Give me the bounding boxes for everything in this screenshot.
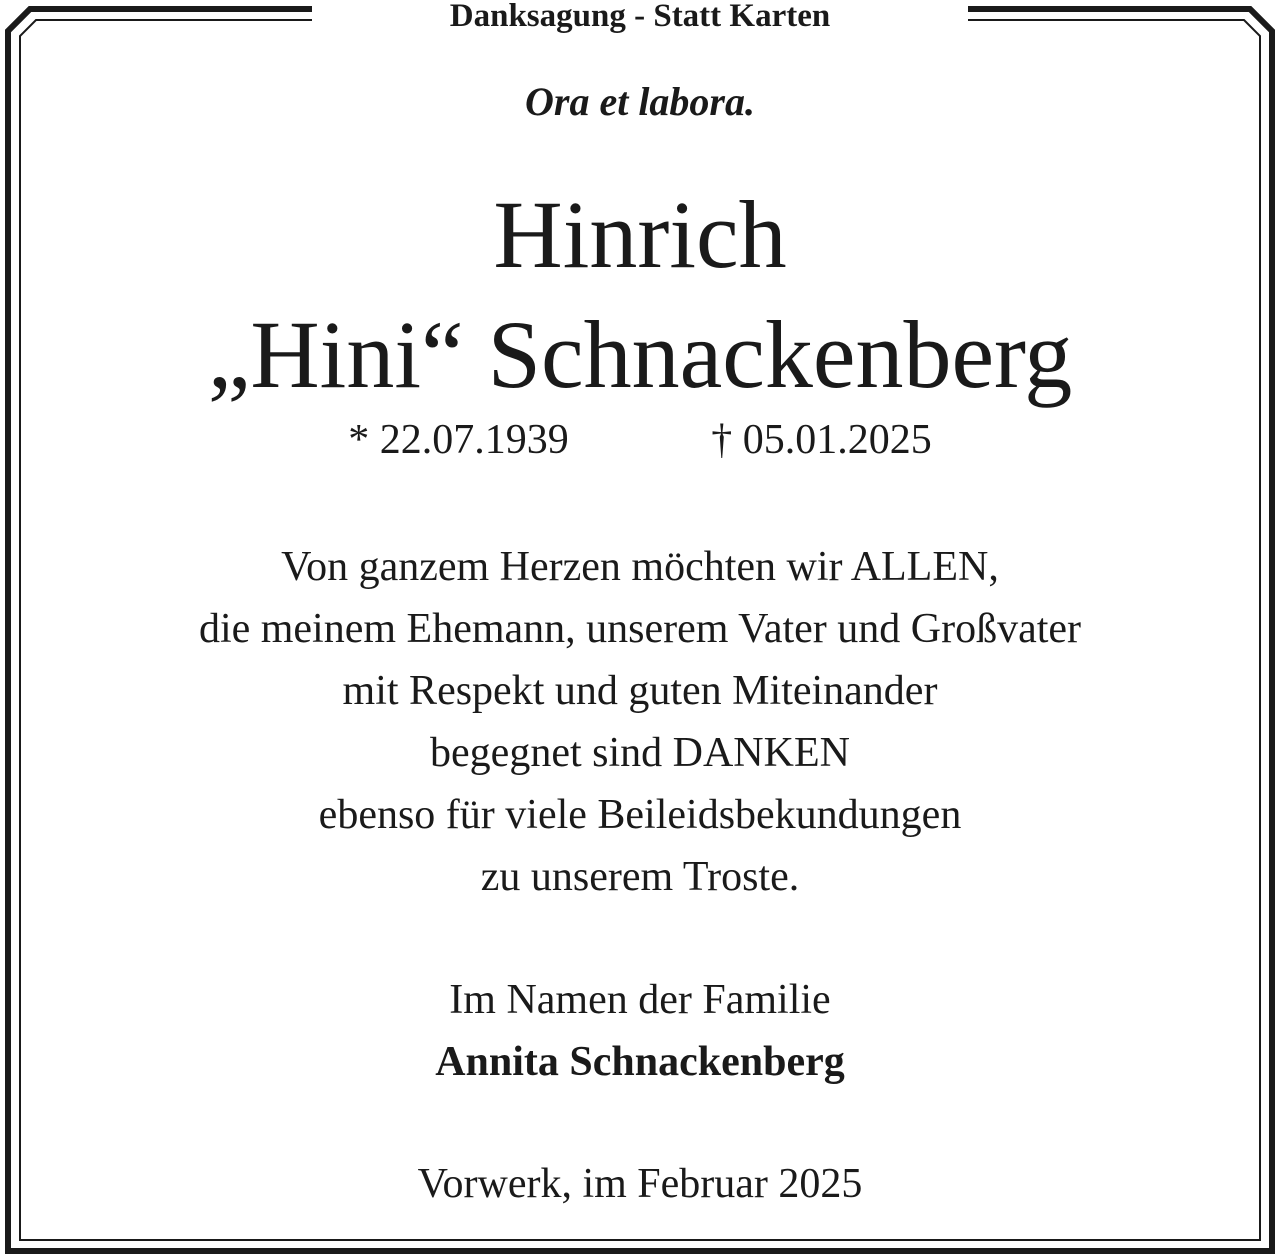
signature-intro: Im Namen der Familie: [449, 977, 831, 1023]
motto: Ora et labora.: [525, 79, 755, 124]
message-line: zu unserem Troste.: [480, 854, 800, 900]
birth-date: * 22.07.1939: [348, 417, 569, 463]
message-line: die meinem Ehemann, unserem Vater und Großvater: [198, 606, 1082, 652]
place-and-date: Vorwerk, im Februar 2025: [417, 1161, 863, 1207]
life-dates: [0, 412, 1280, 468]
signature-name: Annita Schnackenberg: [435, 1039, 845, 1085]
message-line: ebenso für viele Beileidsbekundungen: [318, 792, 962, 838]
message-line: begegnet sind DANKEN: [430, 730, 850, 776]
thank-you-message: [0, 536, 1280, 908]
notice-header: Danksagung - Statt Karten: [449, 0, 831, 34]
message-line: mit Respekt und guten Miteinander: [342, 668, 938, 714]
message-line: Von ganzem Herzen möchten wir ALLEN,: [281, 544, 999, 590]
deceased-full-name: „Hini“ Schnackenberg: [207, 301, 1073, 408]
death-date: † 05.01.2025: [711, 417, 932, 463]
deceased-first-name: Hinrich: [493, 181, 787, 288]
